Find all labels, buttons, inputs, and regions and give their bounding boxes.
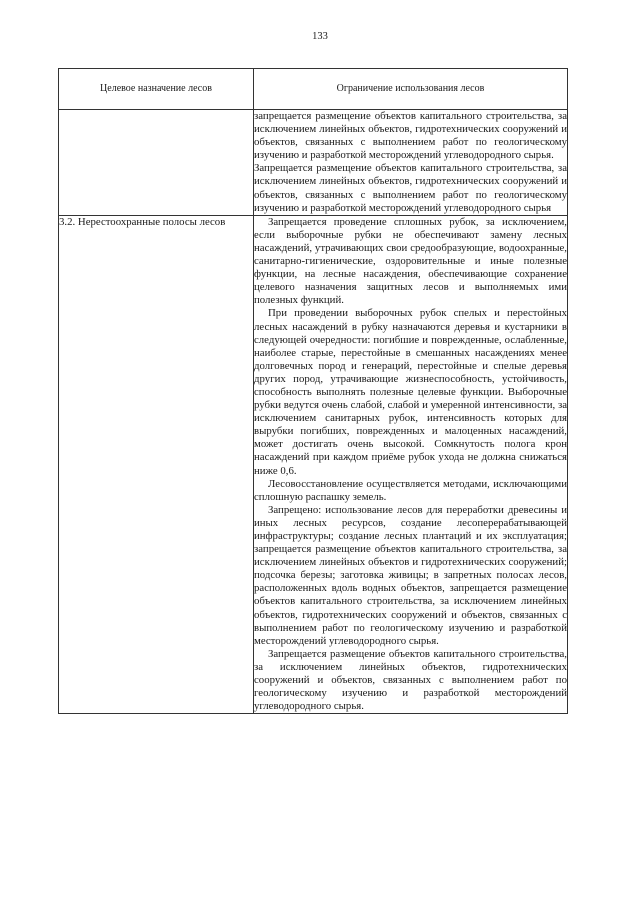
row-purpose-cell (59, 110, 254, 216)
restriction-paragraph: Запрещается размещение объектов капитального строительства, за исключением линейных объектов, гидротехнических сооружений и объектов, связанных с выполнением работ по геологическому изучению и разработкой месторождений углеводородного сырья. (254, 647, 567, 713)
restriction-paragraph: Лесовосстановление осуществляется методами, исключающими сплошную распашку земель. (254, 477, 567, 503)
restriction-paragraph: При проведении выборочных рубок спелых и перестойных лесных насаждений в рубку назначаются деревья и кустарники в следующей очередности: погибшие и поврежденные, ослабленные, наиболее старые, перестойные в смешанных насаждениях менее долговечных пород и генераций, перестойные и спелые деревья других пород, утрачивающие жизнеспособность, устойчивость, способность выполнять полезные целевые функции. Выборочные рубки ведутся очень слабой, слабой и умеренной интенсивности, за исключением санитарных рубок, интенсивность которых для вырубки погибших, поврежденных и малоценных насаждений, может достигать очень высокой. Сомкнутость полога крон насаждений при каждом приёме рубок ухода не должна снижаться ниже 0,6. (254, 307, 567, 477)
restriction-paragraph: запрещается размещение объектов капитального строительства, за исключением линейных объектов, гидротехнических сооружений и объектов, связанных с выполнением работ по геологическому изучению и разработкой месторождений углеводородного сырья. (254, 110, 567, 162)
header-restrictions: Ограничение использования лесов (254, 69, 568, 110)
restriction-paragraph: Запрещается проведение сплошных рубок, за исключением, если выборочные рубки не обеспечивают замену лесных насаждений, утрачивающих свои средообразующие, водоохранные, санитарно-гигиенические, оздоровительные и иные полезные функции, на лесные насаждения, обеспечивающие сохранение целевого назначения защитных лесов и выполняемых ими полезных функций. (254, 215, 567, 307)
restriction-paragraph: Запрещено: использование лесов для переработки древесины и иных лесных ресурсов, создание лесоперерабатывающей инфраструктуры; создание лесных плантаций и их эксплуатация; запрещается размещение объектов капитального строительства, за исключением линейных объектов и гидротехнических сооружений; подсочка березы; заготовка живицы; в запретных полосах лесов, расположенных вдоль водных объектов, запрещается размещение объектов капитального строительства, за исключением линейных объектов, гидротехнических сооружений и объектов, связанных с выполнением работ по геологическому изучению и разработкой месторождений углеводородного сырья. (254, 503, 567, 647)
table-header-row (59, 69, 568, 110)
table-row (59, 215, 568, 714)
table-row (59, 110, 568, 216)
row-restrictions-cell (254, 110, 568, 216)
header-purpose: Целевое назначение лесов (59, 69, 254, 110)
row-purpose-cell: 3.2. Нерестоохранные полосы лесов (59, 215, 254, 714)
row-restrictions-cell (254, 215, 568, 714)
page-number: 133 (312, 31, 328, 42)
forest-restrictions-table (58, 68, 568, 714)
restriction-paragraph: Запрещается размещение объектов капитального строительства, за исключением линейных объектов, гидротехнических сооружений и объектов, связанных с выполнением работ по геологическому изучению и разработкой месторождений углеводородного сырья (254, 162, 567, 214)
